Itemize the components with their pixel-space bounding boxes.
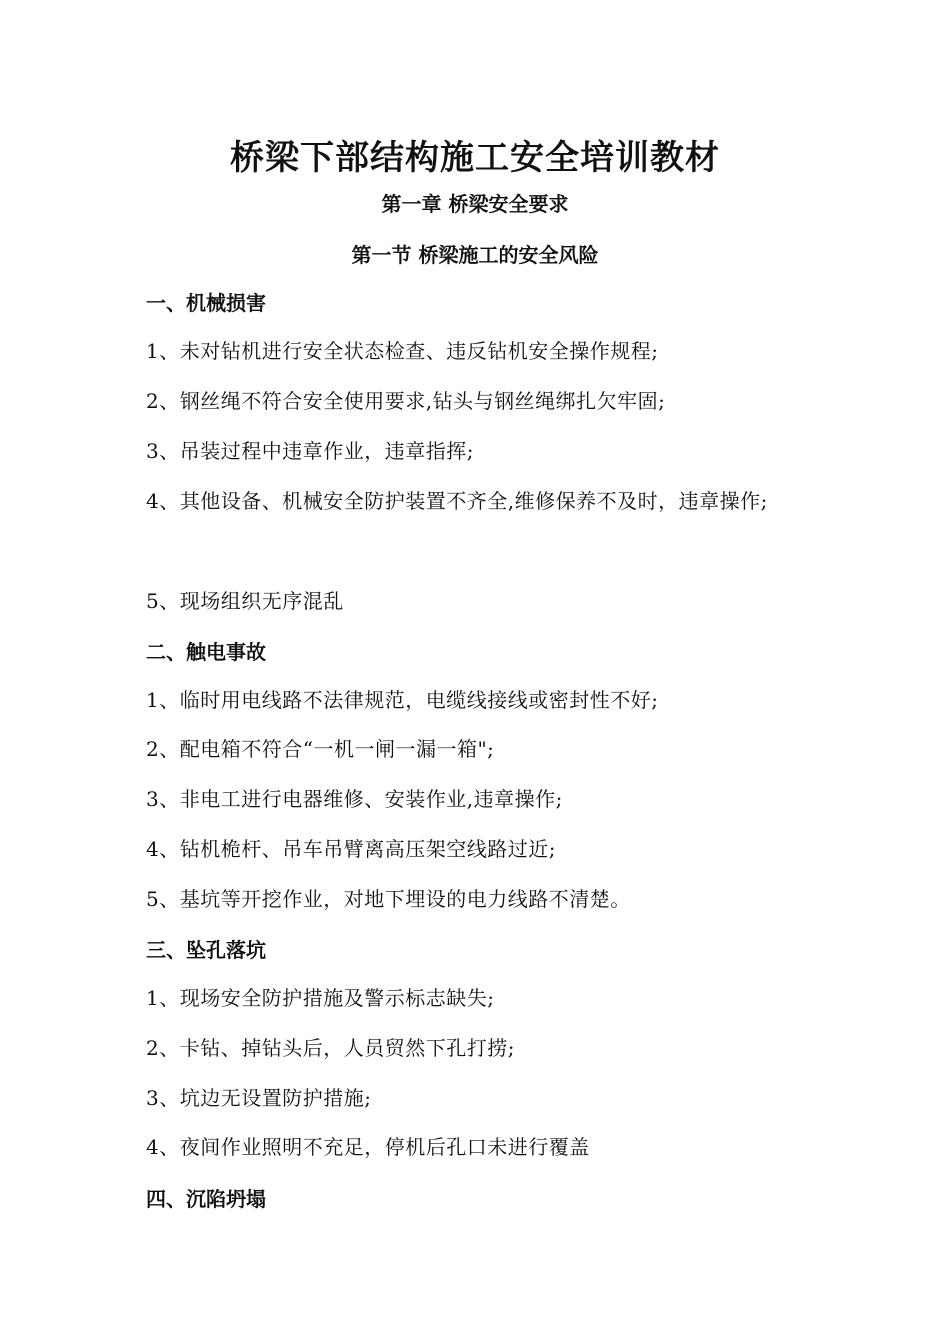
list-item: 3、坑边无设置防护措施; bbox=[146, 1086, 372, 1110]
list-item: 3、非电工进行电器维修、安装作业,违章操作; bbox=[146, 787, 563, 811]
list-item: 4、其他设备、机械安全防护装置不齐全,维修保养不及时，违章操作; bbox=[146, 489, 768, 513]
chapter-heading: 第一章 桥梁安全要求 bbox=[381, 192, 569, 216]
document-title: 桥梁下部结构施工安全培训教材 bbox=[230, 138, 720, 178]
list-item: 2、钢丝绳不符合安全使用要求,钻头与钢丝绳绑扎欠牢固; bbox=[146, 389, 666, 413]
section-heading: 第一节 桥梁施工的安全风险 bbox=[351, 243, 599, 267]
list-item: 3、吊装过程中违章作业，违章指挥; bbox=[146, 439, 474, 463]
list-item: 4、钻机桅杆、吊车吊臂离高压架空线路过近; bbox=[146, 837, 556, 861]
list-item: 4、夜间作业照明不充足，停机后孔口未进行覆盖 bbox=[146, 1135, 590, 1159]
list-item: 5、现场组织无序混乱 bbox=[146, 589, 344, 613]
group-heading-mechanical: 一、机械损害 bbox=[146, 291, 266, 315]
list-item: 1、未对钻机进行安全状态检查、违反钻机安全操作规程; bbox=[146, 339, 659, 363]
group-heading-collapse: 四、沉陷坍塌 bbox=[146, 1187, 266, 1211]
list-item: 2、配电箱不符合“一机一闸一漏一箱"; bbox=[146, 737, 495, 761]
list-item: 5、基坑等开挖作业，对地下埋设的电力线路不清楚。 bbox=[146, 887, 631, 911]
list-item: 1、现场安全防护措施及警示标志缺失; bbox=[146, 986, 495, 1010]
list-item: 1、临时用电线路不法律规范，电缆线接线或密封性不好; bbox=[146, 688, 659, 712]
list-item: 2、卡钻、掉钻头后，人员贸然下孔打捞; bbox=[146, 1036, 515, 1060]
group-heading-fall: 三、坠孔落坑 bbox=[146, 938, 266, 962]
group-heading-electric: 二、触电事故 bbox=[146, 640, 266, 664]
